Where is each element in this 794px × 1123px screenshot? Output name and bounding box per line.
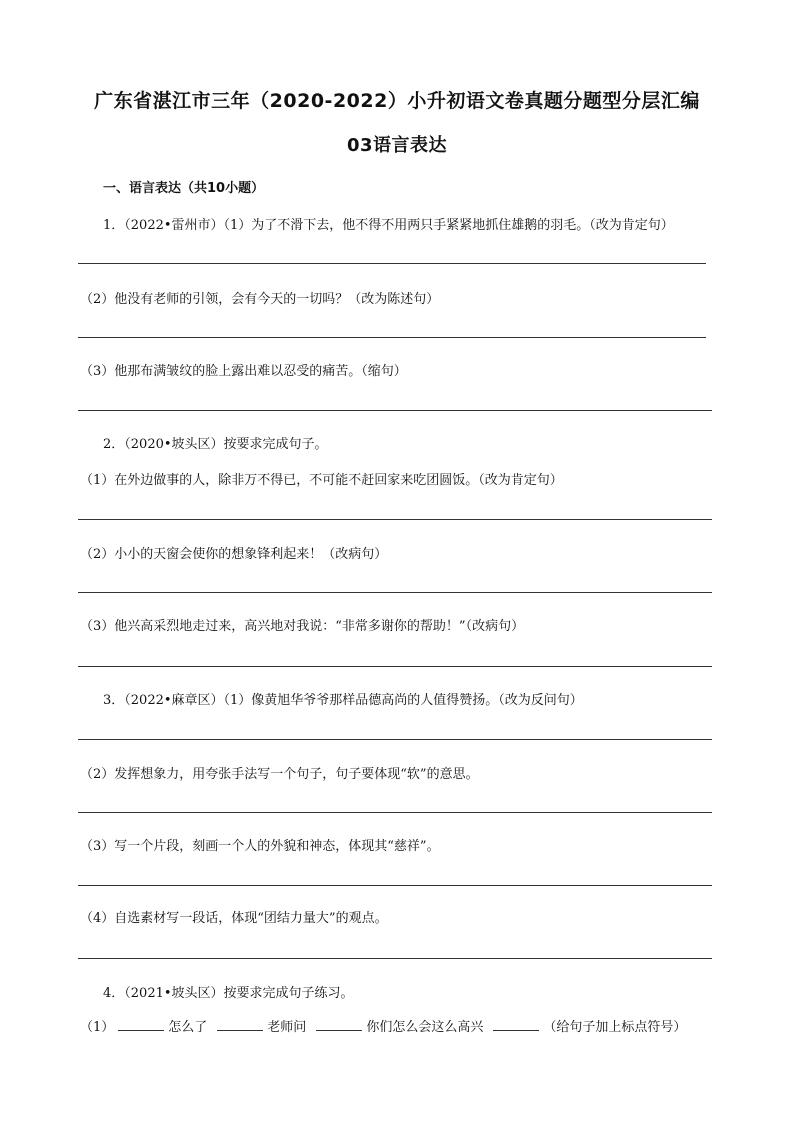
- section-heading: 一、语言表达（共10小题）: [103, 181, 265, 196]
- fill-text-4: （给句子加上标点符号）: [543, 1020, 687, 1035]
- question-3-sub-3: （3）写一个片段，刻画一个人的外貌和神态，体现其“慈祥”。: [80, 839, 440, 854]
- answer-line[interactable]: [78, 958, 712, 959]
- question-2-header: 2．（2020•坡头区）按要求完成句子。: [103, 437, 328, 452]
- fill-blank-2[interactable]: [217, 1016, 263, 1031]
- document-subtitle: 03语言表达: [346, 135, 448, 156]
- answer-line[interactable]: [78, 885, 712, 886]
- question-2-sub-3: （3）他兴高采烈地走过来，高兴地对我说：“非常多谢你的帮助！”（改病句）: [80, 619, 525, 634]
- question-3-sub-4: （4）自选素材写一段话，体现“团结力量大”的观点。: [80, 911, 388, 926]
- question-3-header: 3．（2022•麻章区）（1）像黄旭华爷爷那样品德高尚的人值得赞扬。（改为反问句）: [103, 693, 583, 708]
- question-2-sub-2: （2）小小的天窗会使你的想象锋利起来！（改病句）: [80, 547, 388, 562]
- question-1-sub-3: （3）他那布满皱纹的脸上露出难以忍受的痛苦。（缩句）: [80, 364, 407, 379]
- answer-line[interactable]: [78, 592, 712, 593]
- answer-line[interactable]: [78, 739, 712, 740]
- fill-text-1: 怎么了: [168, 1020, 208, 1035]
- fill-text-3: 你们怎么会这么高兴: [366, 1020, 484, 1035]
- fill-blank-1[interactable]: [118, 1016, 164, 1031]
- question-1-header: 1．（2022•雷州市）（1）为了不滑下去，他不得不用两只手紧紧地抓住雄鹅的羽毛。（改为肯定句）: [103, 218, 674, 233]
- answer-line[interactable]: [78, 263, 706, 264]
- answer-line[interactable]: [78, 812, 712, 813]
- answer-line[interactable]: [78, 337, 706, 338]
- question-4-header: 4．（2021•坡头区）按要求完成句子练习。: [103, 986, 354, 1001]
- fill-blank-4[interactable]: [493, 1016, 539, 1031]
- document-title: 广东省湛江市三年（2020-2022）小升初语文卷真题分题型分层汇编: [94, 90, 700, 112]
- fill-blank-3[interactable]: [316, 1016, 362, 1031]
- question-4-fill-line: [80, 1016, 686, 1035]
- answer-line[interactable]: [78, 519, 712, 520]
- question-2-sub-1: （1）在外边做事的人，除非万不得已，不可能不赶回家来吃团圆饭。（改为肯定句）: [80, 473, 563, 488]
- question-1-sub-2: （2）他没有老师的引领，会有今天的一切吗？（改为陈述句）: [80, 292, 440, 307]
- fill-text-2: 老师问: [267, 1020, 307, 1035]
- answer-line[interactable]: [78, 666, 712, 667]
- question-3-sub-2: （2）发挥想象力，用夸张手法写一个句子，句子要体现“软”的意思。: [80, 767, 479, 782]
- fill-prefix: （1）: [80, 1020, 115, 1035]
- answer-line[interactable]: [78, 410, 712, 411]
